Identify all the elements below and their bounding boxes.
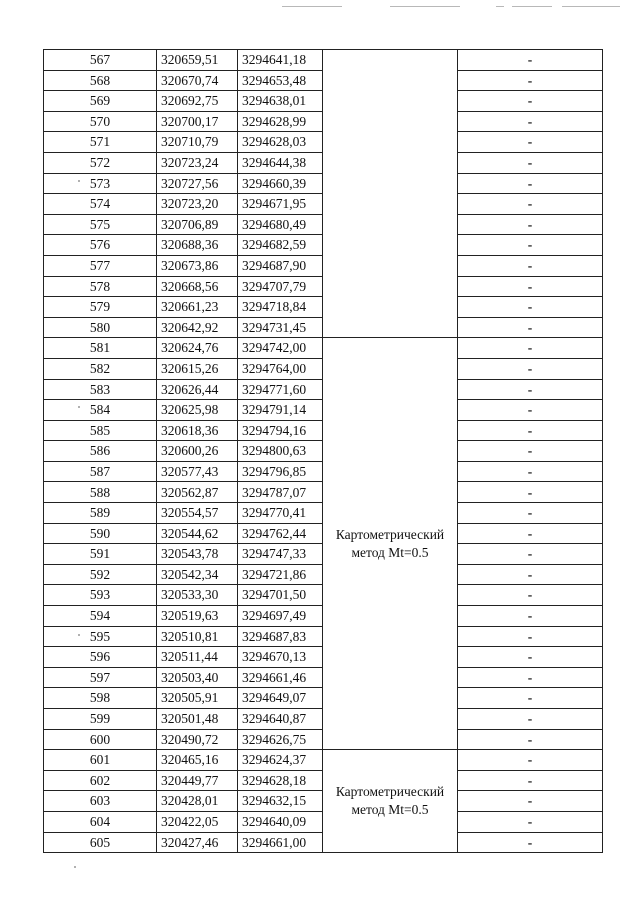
determination-method-cell: Картометрический метод Mt=0.5	[323, 750, 458, 853]
y-coordinate-cell: 3294701,50	[238, 585, 323, 606]
note-cell: -	[458, 729, 603, 750]
point-number-cell: 586	[44, 441, 157, 462]
y-coordinate-cell: 3294791,14	[238, 400, 323, 421]
note-cell: -	[458, 461, 603, 482]
x-coordinate-cell: 320700,17	[157, 111, 238, 132]
note-cell: -	[458, 688, 603, 709]
note-cell: -	[458, 626, 603, 647]
table-row	[44, 750, 603, 771]
x-coordinate-cell: 320511,44	[157, 647, 238, 668]
point-number-cell: 572	[44, 152, 157, 173]
y-coordinate-cell: 3294624,37	[238, 750, 323, 771]
x-coordinate-cell: 320668,56	[157, 276, 238, 297]
x-coordinate-cell: 320519,63	[157, 606, 238, 627]
note-cell: -	[458, 152, 603, 173]
scan-artifact-lines	[0, 6, 639, 10]
table-row	[44, 338, 603, 359]
point-number-cell: 569	[44, 91, 157, 112]
point-number-cell: 574	[44, 194, 157, 215]
note-cell: -	[458, 194, 603, 215]
point-number-cell: 579	[44, 297, 157, 318]
scan-speck	[74, 866, 76, 868]
y-coordinate-cell: 3294787,07	[238, 482, 323, 503]
y-coordinate-cell: 3294682,59	[238, 235, 323, 256]
x-coordinate-cell: 320554,57	[157, 503, 238, 524]
note-cell: -	[458, 91, 603, 112]
note-cell: -	[458, 667, 603, 688]
y-coordinate-cell: 3294628,03	[238, 132, 323, 153]
point-number-cell: 597	[44, 667, 157, 688]
y-coordinate-cell: 3294640,87	[238, 709, 323, 730]
x-coordinate-cell: 320427,46	[157, 832, 238, 853]
note-cell: -	[458, 791, 603, 812]
coordinates-table-container	[43, 49, 603, 853]
x-coordinate-cell: 320642,92	[157, 317, 238, 338]
point-number-cell: 605	[44, 832, 157, 853]
note-cell: -	[458, 811, 603, 832]
y-coordinate-cell: 3294641,18	[238, 50, 323, 71]
point-number-cell: 581	[44, 338, 157, 359]
x-coordinate-cell: 320600,26	[157, 441, 238, 462]
y-coordinate-cell: 3294628,99	[238, 111, 323, 132]
point-number-cell: 596	[44, 647, 157, 668]
y-coordinate-cell: 3294632,15	[238, 791, 323, 812]
y-coordinate-cell: 3294649,07	[238, 688, 323, 709]
point-number-cell: 567	[44, 50, 157, 71]
note-cell: -	[458, 173, 603, 194]
point-number-cell: 570	[44, 111, 157, 132]
x-coordinate-cell: 320706,89	[157, 214, 238, 235]
x-coordinate-cell: 320544,62	[157, 523, 238, 544]
determination-method-cell: Картометрический метод Mt=0.5	[323, 338, 458, 750]
x-coordinate-cell: 320501,48	[157, 709, 238, 730]
note-cell: -	[458, 276, 603, 297]
y-coordinate-cell: 3294697,49	[238, 606, 323, 627]
x-coordinate-cell: 320490,72	[157, 729, 238, 750]
y-coordinate-cell: 3294747,33	[238, 544, 323, 565]
coordinates-table	[43, 49, 603, 853]
x-coordinate-cell: 320465,16	[157, 750, 238, 771]
x-coordinate-cell: 320723,20	[157, 194, 238, 215]
point-number-cell: 571	[44, 132, 157, 153]
y-coordinate-cell: 3294687,83	[238, 626, 323, 647]
y-coordinate-cell: 3294653,48	[238, 70, 323, 91]
point-number-cell: 603	[44, 791, 157, 812]
x-coordinate-cell: 320615,26	[157, 358, 238, 379]
x-coordinate-cell: 320659,51	[157, 50, 238, 71]
note-cell: -	[458, 832, 603, 853]
y-coordinate-cell: 3294680,49	[238, 214, 323, 235]
point-number-cell: 578	[44, 276, 157, 297]
x-coordinate-cell: 320562,87	[157, 482, 238, 503]
x-coordinate-cell: 320673,86	[157, 255, 238, 276]
note-cell: -	[458, 564, 603, 585]
point-number-cell: 580	[44, 317, 157, 338]
x-coordinate-cell: 320626,44	[157, 379, 238, 400]
scan-speck	[78, 406, 80, 408]
point-number-cell: 591	[44, 544, 157, 565]
y-coordinate-cell: 3294707,79	[238, 276, 323, 297]
y-coordinate-cell: 3294794,16	[238, 420, 323, 441]
note-cell: -	[458, 750, 603, 771]
note-cell: -	[458, 214, 603, 235]
y-coordinate-cell: 3294770,41	[238, 503, 323, 524]
determination-method-cell	[323, 50, 458, 338]
point-number-cell: 587	[44, 461, 157, 482]
point-number-cell: 601	[44, 750, 157, 771]
point-number-cell: 584	[44, 400, 157, 421]
x-coordinate-cell: 320422,05	[157, 811, 238, 832]
point-number-cell: 590	[44, 523, 157, 544]
point-number-cell: 602	[44, 770, 157, 791]
x-coordinate-cell: 320505,91	[157, 688, 238, 709]
note-cell: -	[458, 503, 603, 524]
x-coordinate-cell: 320577,43	[157, 461, 238, 482]
point-number-cell: 592	[44, 564, 157, 585]
x-coordinate-cell: 320710,79	[157, 132, 238, 153]
y-coordinate-cell: 3294644,38	[238, 152, 323, 173]
x-coordinate-cell: 320428,01	[157, 791, 238, 812]
note-cell: -	[458, 132, 603, 153]
point-number-cell: 593	[44, 585, 157, 606]
point-number-cell: 582	[44, 358, 157, 379]
note-cell: -	[458, 297, 603, 318]
y-coordinate-cell: 3294731,45	[238, 317, 323, 338]
x-coordinate-cell: 320688,36	[157, 235, 238, 256]
y-coordinate-cell: 3294661,46	[238, 667, 323, 688]
x-coordinate-cell: 320625,98	[157, 400, 238, 421]
note-cell: -	[458, 400, 603, 421]
y-coordinate-cell: 3294764,00	[238, 358, 323, 379]
point-number-cell: 573	[44, 173, 157, 194]
note-cell: -	[458, 111, 603, 132]
y-coordinate-cell: 3294628,18	[238, 770, 323, 791]
x-coordinate-cell: 320661,23	[157, 297, 238, 318]
note-cell: -	[458, 317, 603, 338]
x-coordinate-cell: 320449,77	[157, 770, 238, 791]
note-cell: -	[458, 606, 603, 627]
x-coordinate-cell: 320618,36	[157, 420, 238, 441]
x-coordinate-cell: 320727,56	[157, 173, 238, 194]
note-cell: -	[458, 338, 603, 359]
point-number-cell: 589	[44, 503, 157, 524]
y-coordinate-cell: 3294660,39	[238, 173, 323, 194]
y-coordinate-cell: 3294626,75	[238, 729, 323, 750]
note-cell: -	[458, 523, 603, 544]
y-coordinate-cell: 3294638,01	[238, 91, 323, 112]
point-number-cell: 568	[44, 70, 157, 91]
point-number-cell: 577	[44, 255, 157, 276]
note-cell: -	[458, 70, 603, 91]
point-number-cell: 576	[44, 235, 157, 256]
note-cell: -	[458, 647, 603, 668]
table-row	[44, 50, 603, 71]
note-cell: -	[458, 770, 603, 791]
point-number-cell: 594	[44, 606, 157, 627]
y-coordinate-cell: 3294762,44	[238, 523, 323, 544]
y-coordinate-cell: 3294742,00	[238, 338, 323, 359]
point-number-cell: 575	[44, 214, 157, 235]
scan-speck	[78, 634, 80, 636]
y-coordinate-cell: 3294640,09	[238, 811, 323, 832]
note-cell: -	[458, 482, 603, 503]
y-coordinate-cell: 3294671,95	[238, 194, 323, 215]
coordinates-table-body	[44, 50, 603, 853]
point-number-cell: 583	[44, 379, 157, 400]
scan-speck	[78, 180, 80, 182]
point-number-cell: 585	[44, 420, 157, 441]
note-cell: -	[458, 235, 603, 256]
note-cell: -	[458, 255, 603, 276]
note-cell: -	[458, 50, 603, 71]
note-cell: -	[458, 379, 603, 400]
point-number-cell: 588	[44, 482, 157, 503]
y-coordinate-cell: 3294796,85	[238, 461, 323, 482]
x-coordinate-cell: 320543,78	[157, 544, 238, 565]
y-coordinate-cell: 3294687,90	[238, 255, 323, 276]
y-coordinate-cell: 3294721,86	[238, 564, 323, 585]
point-number-cell: 604	[44, 811, 157, 832]
note-cell: -	[458, 544, 603, 565]
y-coordinate-cell: 3294661,00	[238, 832, 323, 853]
point-number-cell: 598	[44, 688, 157, 709]
x-coordinate-cell: 320542,34	[157, 564, 238, 585]
point-number-cell: 599	[44, 709, 157, 730]
note-cell: -	[458, 709, 603, 730]
x-coordinate-cell: 320510,81	[157, 626, 238, 647]
x-coordinate-cell: 320723,24	[157, 152, 238, 173]
x-coordinate-cell: 320503,40	[157, 667, 238, 688]
x-coordinate-cell: 320692,75	[157, 91, 238, 112]
note-cell: -	[458, 585, 603, 606]
x-coordinate-cell: 320533,30	[157, 585, 238, 606]
y-coordinate-cell: 3294800,63	[238, 441, 323, 462]
note-cell: -	[458, 420, 603, 441]
note-cell: -	[458, 358, 603, 379]
y-coordinate-cell: 3294670,13	[238, 647, 323, 668]
y-coordinate-cell: 3294718,84	[238, 297, 323, 318]
note-cell: -	[458, 441, 603, 462]
x-coordinate-cell: 320624,76	[157, 338, 238, 359]
x-coordinate-cell: 320670,74	[157, 70, 238, 91]
point-number-cell: 595	[44, 626, 157, 647]
y-coordinate-cell: 3294771,60	[238, 379, 323, 400]
point-number-cell: 600	[44, 729, 157, 750]
